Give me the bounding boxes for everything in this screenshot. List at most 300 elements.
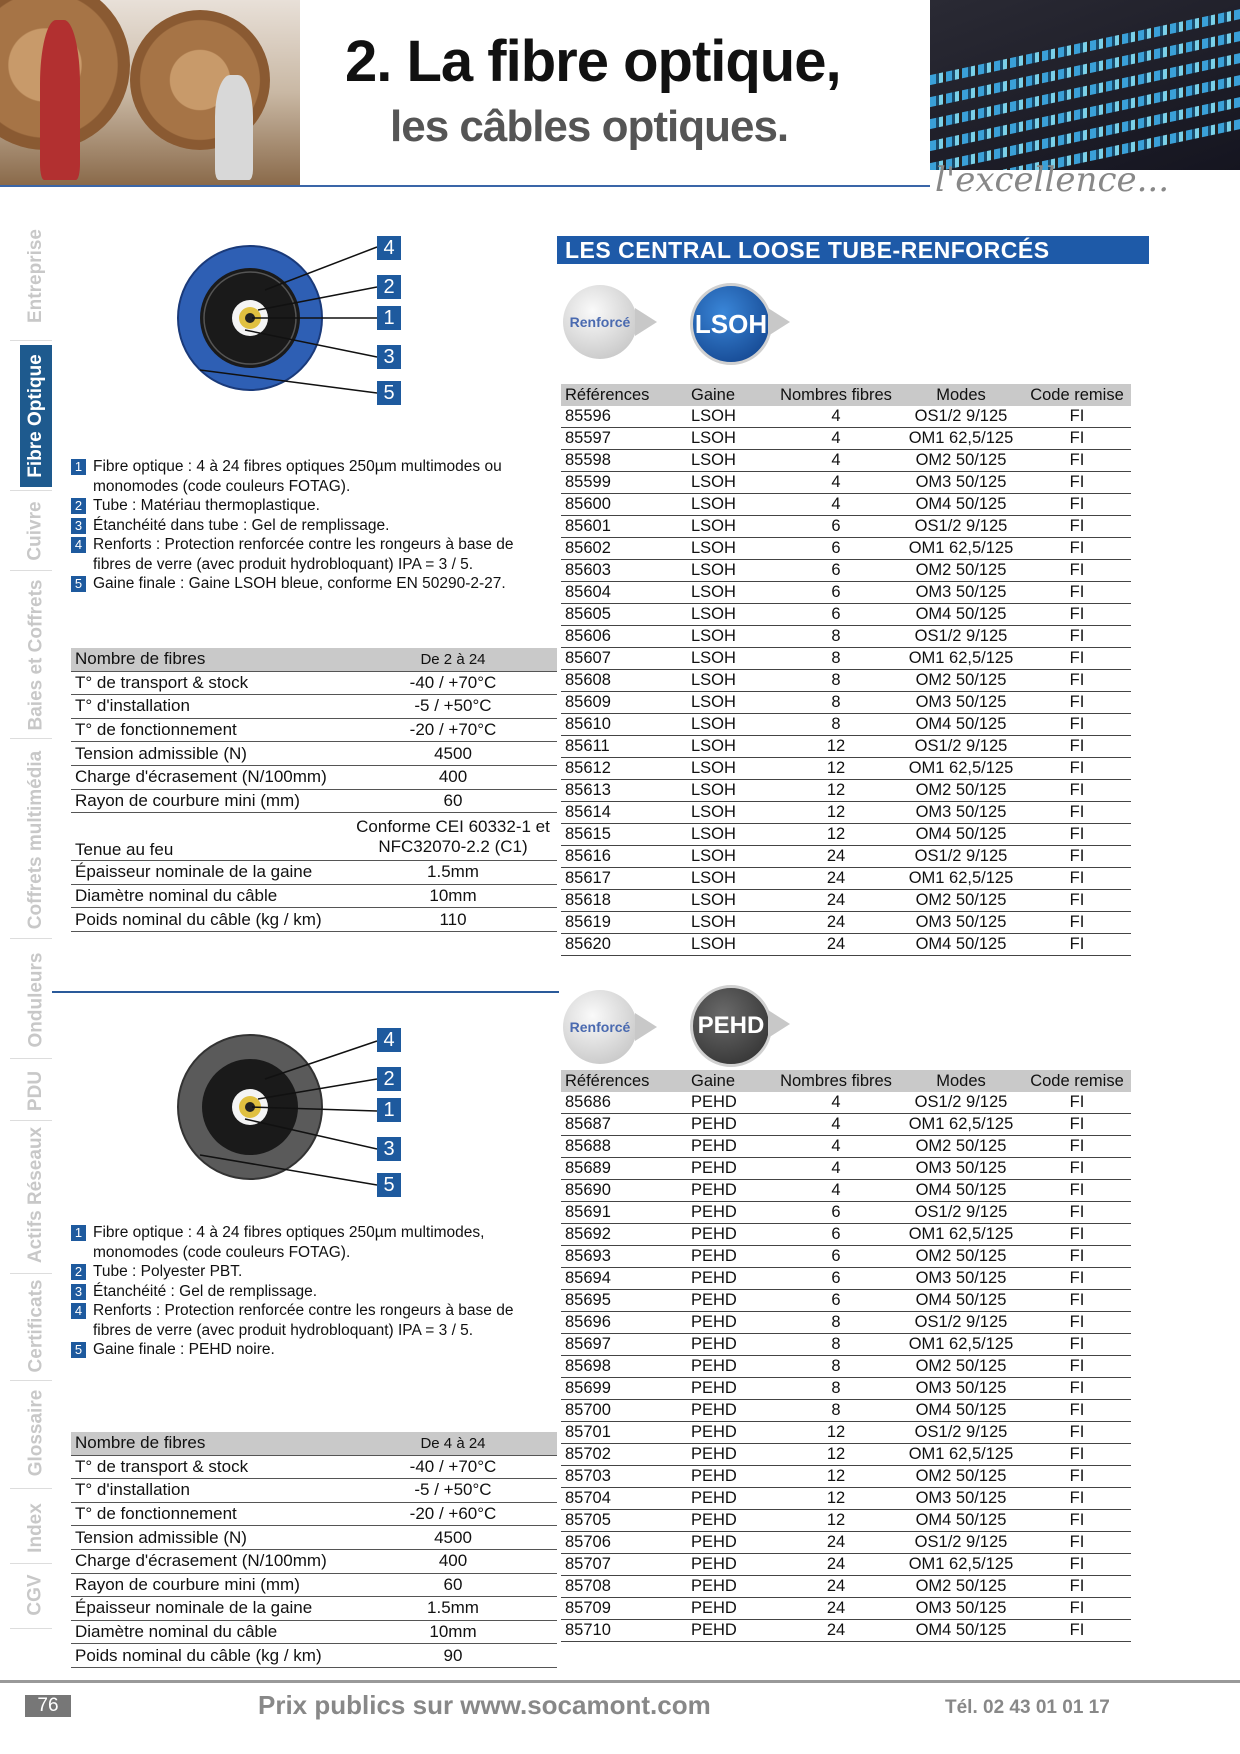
side-tab-actifs-r-seaux[interactable]: [20, 1120, 52, 1270]
column-header-code-remise: Code remise: [1023, 1070, 1131, 1092]
callout-3: 3: [377, 1137, 401, 1161]
cell-nombre-fibres: 24: [773, 912, 899, 934]
callout-2: 2: [377, 275, 401, 299]
cable2-feature-list: [71, 1223, 553, 1360]
spec-label: T° de transport & stock: [71, 1455, 349, 1479]
footer-phone: Tél. 02 43 01 01 17: [945, 1697, 1110, 1718]
feature-number-badge: 1: [71, 1225, 86, 1241]
table-row: [561, 692, 1131, 714]
spec-header-row: [71, 1432, 557, 1455]
cell-gaine: PEHD: [687, 1356, 773, 1378]
spec-row: [71, 1526, 557, 1550]
cell-mode: OS1/2 9/125: [899, 1312, 1023, 1334]
cell-nombre-fibres: 4: [773, 428, 899, 450]
cell-reference: 85707: [561, 1554, 687, 1576]
cell-nombre-fibres: 12: [773, 780, 899, 802]
column-header-reference: Références: [561, 384, 687, 406]
cell-gaine: PEHD: [687, 1334, 773, 1356]
cell-code-remise: FI: [1023, 1290, 1131, 1312]
spec-label: Nombre de fibres: [71, 648, 349, 671]
cell-nombre-fibres: 8: [773, 692, 899, 714]
spec-row: [71, 1597, 557, 1621]
cell-gaine: LSOH: [687, 604, 773, 626]
cell-reference: 85705: [561, 1510, 687, 1532]
table-row: [561, 1224, 1131, 1246]
cell-nombre-fibres: 8: [773, 1334, 899, 1356]
side-tab-label: Coffrets multimédia: [25, 750, 47, 930]
page-subtitle: les câbles optiques.: [390, 102, 789, 151]
feature-item: [71, 1301, 553, 1340]
cell-reference: 85687: [561, 1114, 687, 1136]
cell-mode: OS1/2 9/125: [899, 736, 1023, 758]
cell-nombre-fibres: 12: [773, 1444, 899, 1466]
cell-gaine: PEHD: [687, 1224, 773, 1246]
spec-value: 4500: [349, 1526, 557, 1550]
side-tab-fibre-optique[interactable]: [20, 345, 52, 487]
cell-reference: 85612: [561, 758, 687, 780]
table-row: [561, 1202, 1131, 1224]
cell-reference: 85699: [561, 1378, 687, 1400]
renforce-badge: Renforcé: [563, 990, 637, 1064]
product-table-pehd: [561, 1070, 1131, 1642]
cell-code-remise: FI: [1023, 450, 1131, 472]
cell-code-remise: FI: [1023, 1356, 1131, 1378]
side-tab-label: Entreprise: [25, 229, 47, 323]
side-tab-separator: [10, 1628, 52, 1629]
cell-reference: 85602: [561, 538, 687, 560]
table-row: [561, 1598, 1131, 1620]
cell-mode: OM3 50/125: [899, 1488, 1023, 1510]
cell-nombre-fibres: 6: [773, 1268, 899, 1290]
table-row: [561, 1378, 1131, 1400]
spec-row: [71, 908, 557, 932]
spec-header-row: [71, 648, 557, 671]
table-row: [561, 670, 1131, 692]
feature-number-badge: 5: [71, 1342, 86, 1358]
spec-value: De 2 à 24: [349, 648, 557, 671]
cell-code-remise: FI: [1023, 890, 1131, 912]
cell-code-remise: FI: [1023, 1554, 1131, 1576]
table-row: [561, 1246, 1131, 1268]
cell-code-remise: FI: [1023, 714, 1131, 736]
column-header-gaine: Gaine: [687, 1070, 773, 1092]
cell-reference: 85600: [561, 494, 687, 516]
cell-mode: OM4 50/125: [899, 934, 1023, 956]
spec-row: [71, 1479, 557, 1503]
feature-number-badge: 2: [71, 498, 86, 514]
spec-row: [71, 1502, 557, 1526]
cell-code-remise: FI: [1023, 604, 1131, 626]
cell-mode: OS1/2 9/125: [899, 516, 1023, 538]
side-tab-glossaire[interactable]: [20, 1380, 52, 1485]
feature-text: Renforts : Protection renforcée contre les rongeurs à base de fibres de verre (avec produit hydrobloquant) IPA = 3 / 5.: [93, 1302, 514, 1339]
cell-code-remise: FI: [1023, 582, 1131, 604]
cable1-spec-table: [71, 648, 557, 932]
page-number: 76: [25, 1695, 71, 1717]
table-row: [561, 824, 1131, 846]
cell-reference: 85618: [561, 890, 687, 912]
cell-reference: 85709: [561, 1598, 687, 1620]
cell-nombre-fibres: 4: [773, 450, 899, 472]
feature-item: [71, 1223, 553, 1262]
spec-row: [71, 718, 557, 742]
table-row: [561, 846, 1131, 868]
column-header-mode: Modes: [899, 1070, 1023, 1092]
cell-reference: 85613: [561, 780, 687, 802]
cell-mode: OM2 50/125: [899, 780, 1023, 802]
cell-mode: OM2 50/125: [899, 450, 1023, 472]
cell-mode: OM3 50/125: [899, 1598, 1023, 1620]
spec-label: T° de transport & stock: [71, 671, 349, 695]
cell-nombre-fibres: 4: [773, 1180, 899, 1202]
spec-label: Diamètre nominal du câble: [71, 884, 349, 908]
cell-mode: OM2 50/125: [899, 1246, 1023, 1268]
side-tab-label: Baies et Coffrets: [25, 579, 46, 731]
spec-row: [71, 789, 557, 813]
callout-1: 1: [377, 1098, 401, 1122]
spec-label: T° de fonctionnement: [71, 1502, 349, 1526]
cell-nombre-fibres: 4: [773, 406, 899, 428]
side-tab-separator: [10, 738, 52, 739]
cell-nombre-fibres: 4: [773, 494, 899, 516]
callout-1: 1: [377, 306, 401, 330]
callout-3: 3: [377, 345, 401, 369]
cell-code-remise: FI: [1023, 1312, 1131, 1334]
column-header-code-remise: Code remise: [1023, 384, 1131, 406]
spec-label: Poids nominal du câble (kg / km): [71, 908, 349, 932]
cell-mode: OM3 50/125: [899, 1378, 1023, 1400]
footer-website[interactable]: Prix publics sur www.socamont.com: [258, 1690, 711, 1720]
table-row: [561, 516, 1131, 538]
spec-value: 10mm: [349, 884, 557, 908]
cell-gaine: LSOH: [687, 560, 773, 582]
cell-gaine: LSOH: [687, 824, 773, 846]
spec-label: Tension admissible (N): [71, 1526, 349, 1550]
table-row: [561, 890, 1131, 912]
cell-mode: OS1/2 9/125: [899, 406, 1023, 428]
feature-text: Renforts : Protection renforcée contre les rongeurs à base de fibres de verre (avec produit hydrobloquant) IPA = 3 / 5.: [93, 536, 514, 573]
cell-reference: 85614: [561, 802, 687, 824]
cell-mode: OM1 62,5/125: [899, 1444, 1023, 1466]
spec-label: T° d'installation: [71, 1479, 349, 1503]
renforce-badge-tail: [635, 308, 657, 336]
cell-reference: 85701: [561, 1422, 687, 1444]
table-row: [561, 1114, 1131, 1136]
cell-reference: 85611: [561, 736, 687, 758]
cell-code-remise: FI: [1023, 626, 1131, 648]
cell-reference: 85689: [561, 1158, 687, 1180]
feature-item: [71, 457, 553, 496]
cell-gaine: PEHD: [687, 1290, 773, 1312]
side-tab-coffrets-multim-dia[interactable]: [20, 745, 52, 935]
table-row: [561, 450, 1131, 472]
cell-code-remise: FI: [1023, 1180, 1131, 1202]
cell-reference: 85620: [561, 934, 687, 956]
table-row: [561, 1312, 1131, 1334]
side-tab-certificats[interactable]: [20, 1275, 52, 1377]
cell-code-remise: FI: [1023, 758, 1131, 780]
cell-reference: 85598: [561, 450, 687, 472]
cell-gaine: PEHD: [687, 1158, 773, 1180]
cell-code-remise: FI: [1023, 780, 1131, 802]
pehd-badge: PEHD: [690, 985, 772, 1067]
cell-code-remise: FI: [1023, 494, 1131, 516]
cell-nombre-fibres: 6: [773, 560, 899, 582]
cell-code-remise: FI: [1023, 846, 1131, 868]
spec-value: -40 / +70°C: [349, 1455, 557, 1479]
cell-nombre-fibres: 6: [773, 1290, 899, 1312]
cell-reference: 85616: [561, 846, 687, 868]
cell-mode: OS1/2 9/125: [899, 846, 1023, 868]
cell-mode: OS1/2 9/125: [899, 1202, 1023, 1224]
cell-nombre-fibres: 24: [773, 868, 899, 890]
cell-gaine: LSOH: [687, 846, 773, 868]
cell-gaine: PEHD: [687, 1202, 773, 1224]
side-tab-label: Onduleurs: [25, 952, 47, 1048]
cell-code-remise: FI: [1023, 1158, 1131, 1180]
cell-nombre-fibres: 4: [773, 1092, 899, 1114]
cell-mode: OS1/2 9/125: [899, 1422, 1023, 1444]
feature-item: [71, 535, 553, 574]
cell-reference: 85693: [561, 1246, 687, 1268]
side-tab-separator: [10, 1273, 52, 1274]
cell-nombre-fibres: 24: [773, 846, 899, 868]
cell-gaine: PEHD: [687, 1136, 773, 1158]
side-tab-separator: [10, 938, 52, 939]
cell-reference: 85601: [561, 516, 687, 538]
cell-reference: 85708: [561, 1576, 687, 1598]
cell-mode: OM4 50/125: [899, 604, 1023, 626]
table-row: [561, 1532, 1131, 1554]
spec-row: [71, 1620, 557, 1644]
cell-gaine: PEHD: [687, 1312, 773, 1334]
cell-gaine: PEHD: [687, 1268, 773, 1290]
cell-code-remise: FI: [1023, 1268, 1131, 1290]
spec-label: Nombre de fibres: [71, 1432, 349, 1455]
cell-reference: 85692: [561, 1224, 687, 1246]
table-row: [561, 1444, 1131, 1466]
cell-mode: OM4 50/125: [899, 714, 1023, 736]
callout-5: 5: [377, 1173, 401, 1197]
cell-mode: OM3 50/125: [899, 1158, 1023, 1180]
column-header-nombre-fibres: Nombres fibres: [773, 1070, 899, 1092]
feature-item: [71, 1282, 553, 1302]
cell-reference: 85706: [561, 1532, 687, 1554]
section-title-bar: LES CENTRAL LOOSE TUBE-RENFORCÉS: [557, 236, 1149, 264]
cell-mode: OM4 50/125: [899, 1180, 1023, 1202]
cell-nombre-fibres: 24: [773, 1620, 899, 1642]
cell-code-remise: FI: [1023, 1400, 1131, 1422]
table-row: [561, 1334, 1131, 1356]
cell-reference: 85704: [561, 1488, 687, 1510]
table-row: [561, 1488, 1131, 1510]
cell-nombre-fibres: 8: [773, 648, 899, 670]
side-tab-cuivre[interactable]: [20, 495, 52, 567]
table-row: [561, 1290, 1131, 1312]
table-header-row: [561, 384, 1131, 406]
spec-row: [71, 765, 557, 789]
table-row: [561, 1466, 1131, 1488]
cell-gaine: LSOH: [687, 516, 773, 538]
cell-reference: 85703: [561, 1466, 687, 1488]
cell-nombre-fibres: 24: [773, 1532, 899, 1554]
header-photo-children-spools: [0, 0, 300, 185]
cell-code-remise: FI: [1023, 692, 1131, 714]
feature-text: Fibre optique : 4 à 24 fibres optiques 250µm multimodes, monomodes (code couleurs FOTAG).: [93, 1224, 485, 1261]
table-row: [561, 1576, 1131, 1598]
tagline: l'excellence...: [935, 160, 1170, 200]
spec-value: 1.5mm: [349, 1597, 557, 1621]
cell-code-remise: FI: [1023, 1378, 1131, 1400]
side-tab-label: Glossaire: [25, 1389, 47, 1476]
spec-value: 60: [349, 789, 557, 813]
table-row: [561, 736, 1131, 758]
side-tab-cgv[interactable]: [20, 1565, 52, 1625]
spec-value: -5 / +50°C: [349, 695, 557, 719]
cell-gaine: PEHD: [687, 1400, 773, 1422]
table-row: [561, 1510, 1131, 1532]
side-tab-entreprise[interactable]: [20, 215, 52, 337]
cell-gaine: PEHD: [687, 1620, 773, 1642]
cell-reference: 85686: [561, 1092, 687, 1114]
table-row: [561, 1422, 1131, 1444]
spec-value: 90: [349, 1644, 557, 1668]
cell-mode: OM1 62,5/125: [899, 1334, 1023, 1356]
feature-item: [71, 516, 553, 536]
cell-gaine: LSOH: [687, 780, 773, 802]
table-row: [561, 428, 1131, 450]
side-tab-label: Fibre Optique: [25, 354, 46, 478]
cell-gaine: LSOH: [687, 714, 773, 736]
cell-nombre-fibres: 24: [773, 934, 899, 956]
cell-nombre-fibres: 8: [773, 1400, 899, 1422]
cell-gaine: PEHD: [687, 1466, 773, 1488]
table-row: [561, 780, 1131, 802]
cell-nombre-fibres: 12: [773, 802, 899, 824]
cell-mode: OM2 50/125: [899, 1136, 1023, 1158]
product-table-lsoh: [561, 384, 1131, 956]
cell-gaine: LSOH: [687, 890, 773, 912]
side-tab-onduleurs[interactable]: [20, 945, 52, 1055]
cell-gaine: LSOH: [687, 758, 773, 780]
cell-reference: 85610: [561, 714, 687, 736]
side-tab-separator: [10, 1058, 52, 1059]
cell-code-remise: FI: [1023, 1246, 1131, 1268]
cell-nombre-fibres: 8: [773, 714, 899, 736]
feature-text: Gaine finale : PEHD noire.: [93, 1341, 275, 1358]
table-row: [561, 648, 1131, 670]
feature-number-badge: 2: [71, 1264, 86, 1280]
spec-label: Charge d'écrasement (N/100mm): [71, 765, 349, 789]
cell-nombre-fibres: 4: [773, 1158, 899, 1180]
cell-nombre-fibres: 12: [773, 736, 899, 758]
cell-mode: OM4 50/125: [899, 494, 1023, 516]
renforce-badge-tail: [635, 1013, 657, 1041]
cell-mode: OM1 62,5/125: [899, 1224, 1023, 1246]
spec-value: 400: [349, 765, 557, 789]
cell-code-remise: FI: [1023, 1620, 1131, 1642]
cell-nombre-fibres: 8: [773, 670, 899, 692]
cell-code-remise: FI: [1023, 1598, 1131, 1620]
cell-mode: OM3 50/125: [899, 802, 1023, 824]
cell-code-remise: FI: [1023, 1224, 1131, 1246]
cell-mode: OM2 50/125: [899, 670, 1023, 692]
spec-value: 110: [349, 908, 557, 932]
cell-code-remise: FI: [1023, 428, 1131, 450]
cell-nombre-fibres: 24: [773, 890, 899, 912]
spec-value: 10mm: [349, 1620, 557, 1644]
cell-mode: OM3 50/125: [899, 912, 1023, 934]
cell-reference: 85691: [561, 1202, 687, 1224]
side-tab-separator: [10, 1488, 52, 1489]
cell-code-remise: FI: [1023, 1444, 1131, 1466]
cell-code-remise: FI: [1023, 1510, 1131, 1532]
cell-gaine: PEHD: [687, 1422, 773, 1444]
side-tab-separator: [10, 490, 52, 491]
cell-code-remise: FI: [1023, 1114, 1131, 1136]
page-title: 2. La fibre optique,: [345, 29, 841, 94]
cell-reference: 85605: [561, 604, 687, 626]
spec-label: T° d'installation: [71, 695, 349, 719]
cell-reference: 85619: [561, 912, 687, 934]
cell-gaine: LSOH: [687, 582, 773, 604]
side-tab-pdu[interactable]: [20, 1065, 52, 1117]
cell-reference: 85695: [561, 1290, 687, 1312]
cell-code-remise: FI: [1023, 1488, 1131, 1510]
spec-value: 4500: [349, 742, 557, 766]
cell-mode: OM3 50/125: [899, 472, 1023, 494]
cell-nombre-fibres: 24: [773, 1576, 899, 1598]
feature-item: [71, 574, 553, 594]
cell-mode: OM1 62,5/125: [899, 1114, 1023, 1136]
cell-reference: 85596: [561, 406, 687, 428]
lsoh-badge-tail: [768, 308, 790, 336]
cell-nombre-fibres: 12: [773, 1466, 899, 1488]
table-row: [561, 934, 1131, 956]
cable1-feature-list: [71, 457, 553, 594]
cell-nombre-fibres: 6: [773, 1224, 899, 1246]
side-tab-label: Cuivre: [25, 501, 47, 561]
callout-4: 4: [377, 236, 401, 260]
cell-reference: 85597: [561, 428, 687, 450]
side-tab-separator: [10, 570, 52, 571]
callout-2: 2: [377, 1067, 401, 1091]
table-row: [561, 406, 1131, 428]
cell-mode: OM4 50/125: [899, 1290, 1023, 1312]
cell-gaine: PEHD: [687, 1092, 773, 1114]
cell-reference: 85696: [561, 1312, 687, 1334]
cell-nombre-fibres: 8: [773, 1378, 899, 1400]
cell-nombre-fibres: 12: [773, 1488, 899, 1510]
spec-label: T° de fonctionnement: [71, 718, 349, 742]
cell-gaine: LSOH: [687, 868, 773, 890]
side-tab-index[interactable]: [20, 1495, 52, 1560]
cell-nombre-fibres: 6: [773, 516, 899, 538]
spec-label: Charge d'écrasement (N/100mm): [71, 1549, 349, 1573]
cell-code-remise: FI: [1023, 1466, 1131, 1488]
cell-reference: 85607: [561, 648, 687, 670]
cell-code-remise: FI: [1023, 1334, 1131, 1356]
cell-gaine: PEHD: [687, 1554, 773, 1576]
spec-row: [71, 884, 557, 908]
cell-code-remise: FI: [1023, 1202, 1131, 1224]
cell-nombre-fibres: 6: [773, 538, 899, 560]
cell-nombre-fibres: 6: [773, 1246, 899, 1268]
cell-mode: OM2 50/125: [899, 1356, 1023, 1378]
side-tab-label: PDU: [25, 1070, 46, 1112]
cell-mode: OM1 62,5/125: [899, 868, 1023, 890]
side-tab-baies-et-coffrets[interactable]: [20, 575, 52, 735]
